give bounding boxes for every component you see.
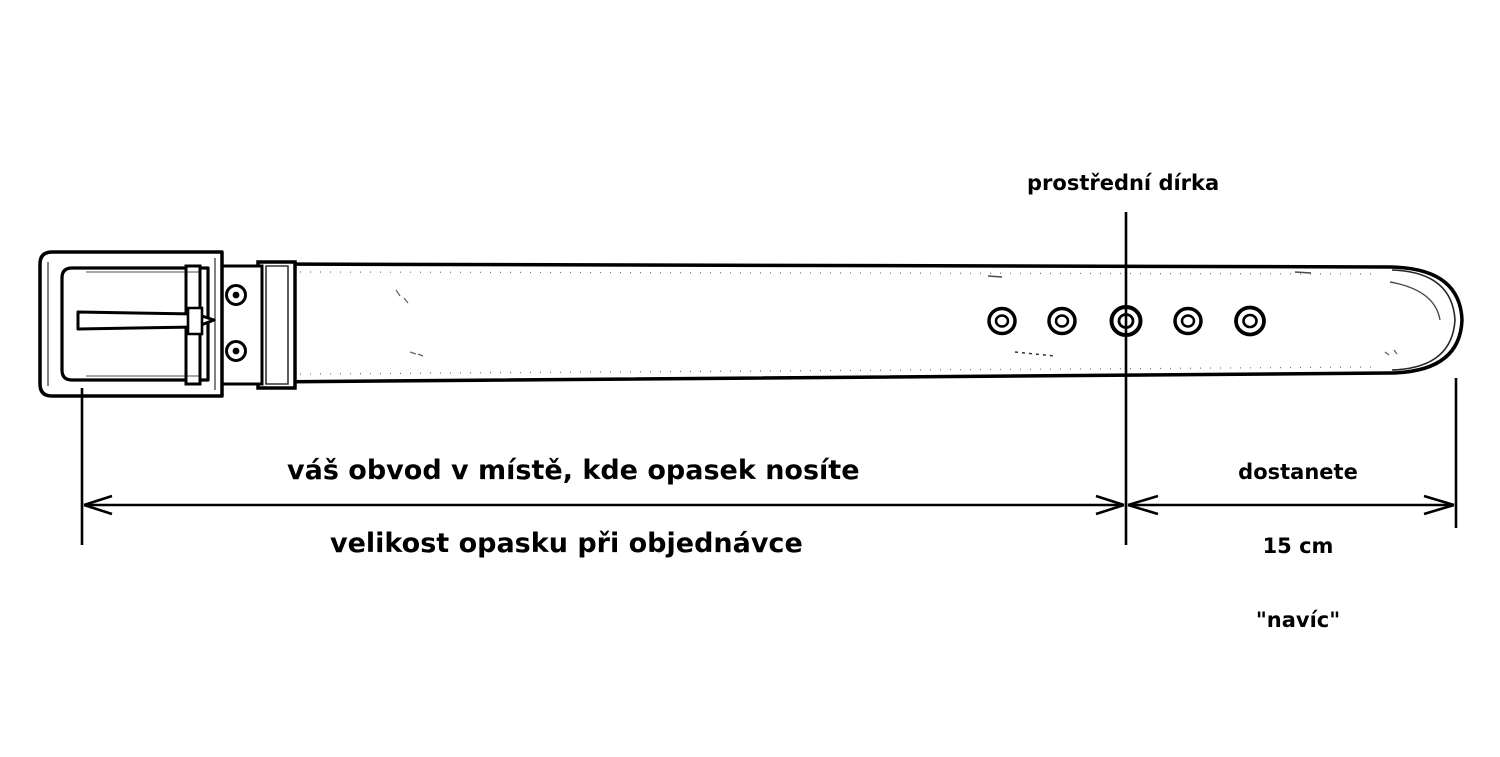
label-extra-line-2: 15 cm (1262, 533, 1334, 558)
buckle-rivet (227, 286, 246, 305)
belt-hole (1049, 309, 1075, 334)
belt-strap (262, 264, 1462, 382)
belt-buckle (40, 252, 295, 396)
label-circumference: váš obvod v místě, kde opasek nosíte (287, 455, 860, 486)
dimension-circumference (84, 496, 1124, 514)
strap-texture-3 (988, 276, 1002, 277)
strap-texture-4 (1295, 272, 1311, 273)
buckle-keeper-loop (258, 262, 295, 388)
belt-hole (1175, 309, 1201, 334)
label-extra-length (1236, 410, 1360, 682)
label-middle-hole: prostřední dírka (1027, 171, 1220, 195)
strap-outline (262, 264, 1462, 382)
belt-hole (1236, 308, 1264, 335)
label-extra-line-1: dostanete (1238, 459, 1358, 484)
buckle-rivet (227, 342, 246, 361)
label-extra-line-3: "navíc" (1255, 608, 1341, 633)
belt-hole (989, 309, 1015, 334)
label-order-size: velikost opasku při objednávce (330, 528, 803, 559)
buckle-prong-base (188, 308, 202, 334)
